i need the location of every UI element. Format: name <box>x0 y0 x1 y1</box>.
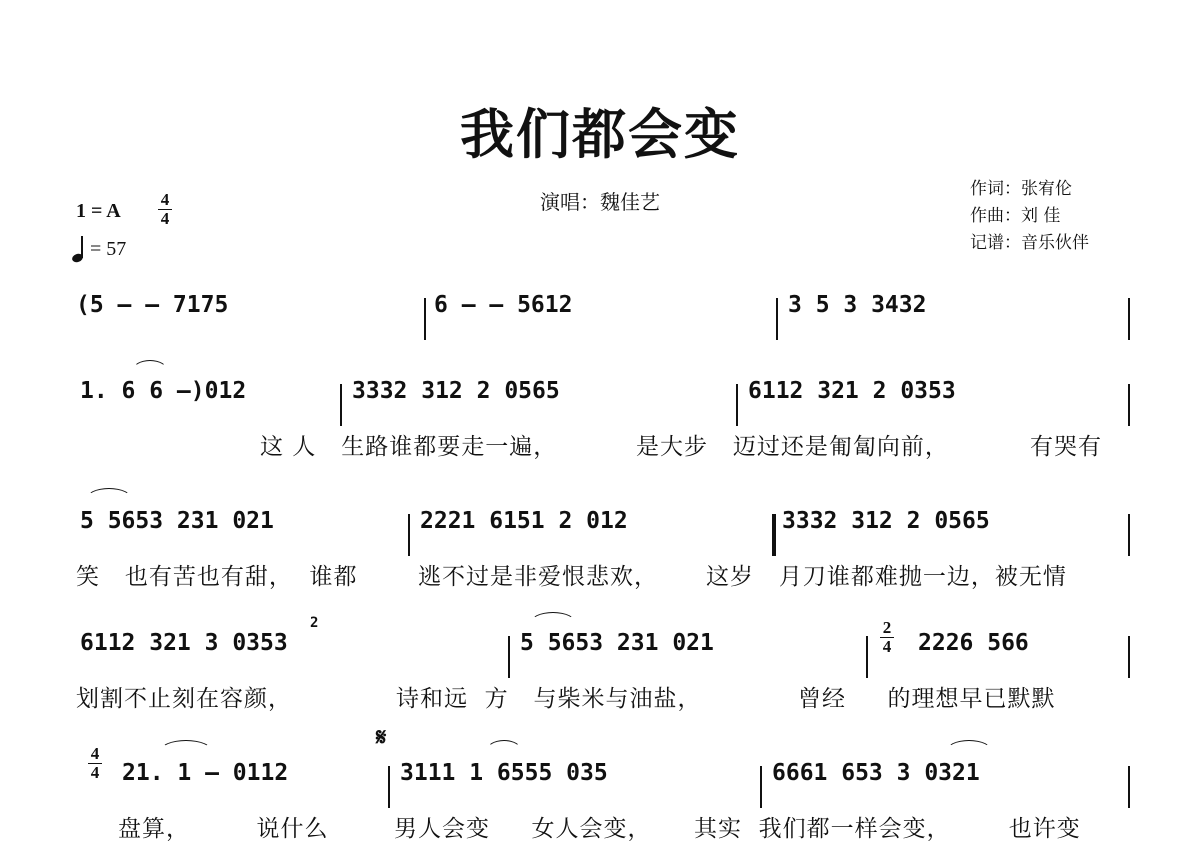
slur <box>946 740 992 751</box>
transcriber-credit: 记谱：音乐伙伴 <box>970 233 1089 253</box>
time-signature-top: 4 <box>160 190 170 209</box>
lyric-line: 其实 我们都一样会变， 也许变 <box>694 816 1081 842</box>
measure: (5 – – 7175 <box>76 292 229 318</box>
score-line-4 <box>0 615 1200 678</box>
barline <box>736 384 738 426</box>
barline <box>340 384 342 426</box>
lyric-line: 划割不止刻在容颜， <box>76 686 292 712</box>
key-signature: 1 = A <box>76 200 121 222</box>
measure: 5 5653 231 021 <box>520 630 714 656</box>
measure: 3 5 3 3432 <box>788 292 927 318</box>
score-line-1 <box>0 290 1200 340</box>
measure: 21. 1 – 0112 <box>122 760 289 786</box>
barline <box>1128 384 1130 426</box>
barline <box>508 636 510 678</box>
barline <box>408 514 410 556</box>
barline <box>1128 636 1130 678</box>
barline <box>424 298 426 340</box>
measure: 1. 6 6 –)012 <box>80 378 247 404</box>
barline <box>1128 514 1130 556</box>
measure: 3111 1 6555 035 <box>400 760 608 786</box>
repeat-start-barline <box>772 514 776 556</box>
time-signature <box>158 192 172 227</box>
segno-icon: 𝄋 <box>376 722 387 751</box>
lyric-line: 男人会变 女人会变， <box>394 816 652 842</box>
barline <box>1128 298 1130 340</box>
time-signature-bottom: 4 <box>160 209 170 228</box>
tempo-marking <box>72 236 126 262</box>
slur <box>160 740 212 751</box>
time-signature-top: 4 <box>90 744 100 763</box>
measure: 5 5653 231 021 <box>80 508 274 534</box>
time-signature-bottom: 4 <box>90 763 100 782</box>
score-line-5 <box>0 722 1200 808</box>
lyric-line: 盘算， 说什么 <box>118 816 329 842</box>
lyric-line: 逃不过是非爱恨悲欢， <box>418 564 658 590</box>
lyric-line: 诗和远 方 与柴米与油盐， <box>396 686 702 712</box>
score-line-2 <box>0 376 1200 426</box>
measure: 6112 321 3 0353 <box>80 630 288 656</box>
composer-credit: 作曲：刘 佳 <box>970 206 1061 226</box>
score-line-3 <box>0 506 1200 556</box>
singer-credit: 演唱：魏佳艺 <box>540 190 660 214</box>
song-title: 我们都会变 <box>460 102 740 166</box>
measure: 2221 6151 2 012 <box>420 508 628 534</box>
credits-block <box>970 176 1089 257</box>
barline <box>866 636 868 678</box>
time-signature-bottom: 4 <box>882 637 892 656</box>
lyric-line: 笑 也有苦也有甜， 谁都 <box>76 564 358 590</box>
barline <box>760 766 762 808</box>
quarter-note-icon <box>72 236 84 262</box>
lyric-line: 这 人 生路谁都要走一遍， <box>260 434 558 460</box>
barline <box>1128 766 1130 808</box>
barline <box>776 298 778 340</box>
slur <box>486 740 522 751</box>
lyric-line: 这岁 月刀谁都难抛一边，被无情 <box>706 564 1067 590</box>
tempo-value: = 57 <box>90 237 127 260</box>
time-signature-change <box>880 620 894 655</box>
lyricist-credit: 作词：张宥伦 <box>970 179 1072 199</box>
lyric-line: 是大步 迈过还是匍匐向前， <box>636 434 949 460</box>
slur <box>86 488 132 499</box>
measure: 3332 312 2 0565 <box>782 508 990 534</box>
measure: 6661 653 3 0321 <box>772 760 980 786</box>
slur <box>530 612 576 623</box>
barline <box>388 766 390 808</box>
slur <box>132 360 168 371</box>
lyric-line: 有哭有 <box>1030 434 1102 460</box>
lyric-line: 曾经 的理想早已默默 <box>798 686 1056 712</box>
time-signature-top: 2 <box>882 618 892 637</box>
measure: 6112 321 2 0353 <box>748 378 956 404</box>
measure: 2226 566 <box>918 630 1029 656</box>
time-signature-change <box>88 746 102 781</box>
grace-note: 2 <box>310 615 319 631</box>
measure: 3332 312 2 0565 <box>352 378 560 404</box>
measure: 6 – – 5612 <box>434 292 573 318</box>
